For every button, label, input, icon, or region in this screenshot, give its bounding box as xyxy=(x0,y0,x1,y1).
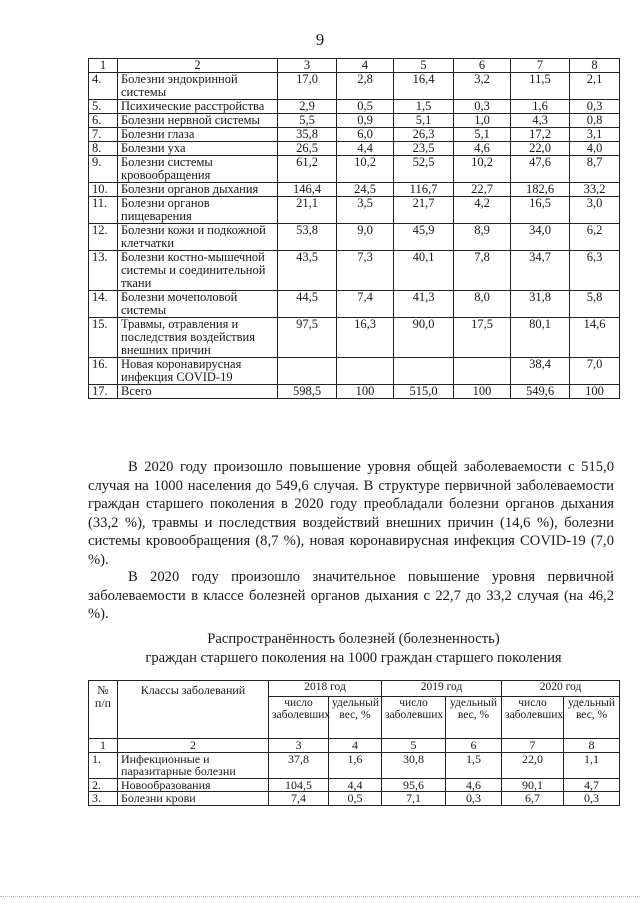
value-cell: 104,5 xyxy=(269,778,329,792)
value-cell: 4,6 xyxy=(454,142,511,156)
row-number: 3. xyxy=(89,792,118,806)
value-cell: 90,1 xyxy=(502,778,564,792)
header-count-2020: число заболевших xyxy=(502,697,564,739)
header-share-2020: удельный вес, % xyxy=(564,697,620,739)
value-cell: 100 xyxy=(570,385,620,399)
disease-class-name: Болезни крови xyxy=(118,792,269,806)
value-cell: 34,7 xyxy=(511,251,570,291)
value-cell: 10,2 xyxy=(337,156,394,183)
value-cell: 8,0 xyxy=(454,291,511,318)
column-number-cell: 8 xyxy=(564,739,620,753)
value-cell: 0,3 xyxy=(564,792,620,806)
row-number: 12. xyxy=(89,224,118,251)
value-cell: 7,0 xyxy=(570,358,620,385)
table-row xyxy=(89,100,620,114)
value-cell: 2,9 xyxy=(278,100,337,114)
value-cell: 515,0 xyxy=(394,385,454,399)
table-row xyxy=(89,156,620,183)
value-cell: 53,8 xyxy=(278,224,337,251)
disease-class-name: Психические расстройства xyxy=(118,100,278,114)
row-number: 17. xyxy=(89,385,118,399)
value-cell: 4,4 xyxy=(337,142,394,156)
value-cell: 95,6 xyxy=(382,778,446,792)
column-number-cell: 6 xyxy=(454,59,511,73)
value-cell: 22,0 xyxy=(511,142,570,156)
table-row xyxy=(89,142,620,156)
value-cell: 7,3 xyxy=(337,251,394,291)
value-cell: 61,2 xyxy=(278,156,337,183)
value-cell xyxy=(337,358,394,385)
row-number: 8. xyxy=(89,142,118,156)
header-count-2018: число заболевших xyxy=(269,697,329,739)
column-numbering-row xyxy=(89,739,620,753)
value-cell: 598,5 xyxy=(278,385,337,399)
disease-class-name: Болезни органов дыхания xyxy=(118,183,278,197)
disease-class-name: Болезни глаза xyxy=(118,128,278,142)
value-cell: 1,6 xyxy=(329,752,382,778)
value-cell: 16,3 xyxy=(337,318,394,358)
header-share-2019: удельный вес, % xyxy=(446,697,502,739)
value-cell: 7,4 xyxy=(269,792,329,806)
header-share-2018: удельный вес, % xyxy=(329,697,382,739)
value-cell: 5,1 xyxy=(454,128,511,142)
column-number-cell: 3 xyxy=(269,739,329,753)
morbidity-structure-table xyxy=(88,58,620,399)
value-cell: 0,9 xyxy=(337,114,394,128)
value-cell: 549,6 xyxy=(511,385,570,399)
value-cell: 23,5 xyxy=(394,142,454,156)
value-cell: 7,8 xyxy=(454,251,511,291)
table-caption-line-1: Распространённость болезней (болезненность) xyxy=(207,631,500,647)
value-cell: 6,2 xyxy=(570,224,620,251)
column-number-cell: 4 xyxy=(329,739,382,753)
row-number: 14. xyxy=(89,291,118,318)
value-cell xyxy=(278,358,337,385)
value-cell: 22,0 xyxy=(502,752,564,778)
disease-class-name: Болезни костно-мышечной системы и соединительной ткани xyxy=(118,251,278,291)
value-cell: 0,3 xyxy=(454,100,511,114)
table-row xyxy=(89,792,620,806)
disease-class-name: Инфекционные и паразитарные болезни xyxy=(118,752,269,778)
value-cell: 16,5 xyxy=(511,197,570,224)
value-cell: 1,6 xyxy=(511,100,570,114)
value-cell: 3,1 xyxy=(570,128,620,142)
value-cell: 9,0 xyxy=(337,224,394,251)
value-cell: 4,4 xyxy=(329,778,382,792)
value-cell: 3,2 xyxy=(454,73,511,100)
value-cell: 5,1 xyxy=(394,114,454,128)
value-cell: 16,4 xyxy=(394,73,454,100)
value-cell: 100 xyxy=(454,385,511,399)
value-cell: 22,7 xyxy=(454,183,511,197)
table-row xyxy=(89,224,620,251)
value-cell: 97,5 xyxy=(278,318,337,358)
prevalence-table xyxy=(88,680,620,806)
value-cell: 26,3 xyxy=(394,128,454,142)
value-cell: 6,3 xyxy=(570,251,620,291)
column-number-cell: 5 xyxy=(382,739,446,753)
disease-class-name: Новая коронавирусная инфекция COVID-19 xyxy=(118,358,278,385)
value-cell: 1,1 xyxy=(564,752,620,778)
value-cell: 33,2 xyxy=(570,183,620,197)
value-cell: 11,5 xyxy=(511,73,570,100)
value-cell: 4,7 xyxy=(564,778,620,792)
value-cell: 47,6 xyxy=(511,156,570,183)
value-cell: 10,2 xyxy=(454,156,511,183)
row-number: 2. xyxy=(89,778,118,792)
value-cell: 182,6 xyxy=(511,183,570,197)
value-cell: 41,3 xyxy=(394,291,454,318)
value-cell: 90,0 xyxy=(394,318,454,358)
table-row xyxy=(89,385,620,399)
row-number: 6. xyxy=(89,114,118,128)
value-cell: 40,1 xyxy=(394,251,454,291)
value-cell: 2,1 xyxy=(570,73,620,100)
header-count-2019: число заболевших xyxy=(382,697,446,739)
value-cell: 6,0 xyxy=(337,128,394,142)
table-header-row xyxy=(89,59,620,73)
disease-class-name: Болезни системы кровообращения xyxy=(118,156,278,183)
table-row xyxy=(89,183,620,197)
value-cell: 34,0 xyxy=(511,224,570,251)
row-number: 5. xyxy=(89,100,118,114)
value-cell xyxy=(454,358,511,385)
disease-class-name: Болезни органов пищеварения xyxy=(118,197,278,224)
disease-class-name: Болезни нервной системы xyxy=(118,114,278,128)
table-row xyxy=(89,114,620,128)
header-year-2020: 2020 год xyxy=(502,681,620,697)
value-cell: 14,6 xyxy=(570,318,620,358)
value-cell: 5,8 xyxy=(570,291,620,318)
row-number: 11. xyxy=(89,197,118,224)
value-cell: 1,5 xyxy=(394,100,454,114)
column-number-cell: 6 xyxy=(446,739,502,753)
value-cell: 7,1 xyxy=(382,792,446,806)
page-bottom-edge xyxy=(0,895,640,897)
value-cell: 30,8 xyxy=(382,752,446,778)
disease-class-name: Травмы, отравления и последствия воздействия внешних причин xyxy=(118,318,278,358)
column-number-cell: 2 xyxy=(118,59,278,73)
value-cell: 0,5 xyxy=(337,100,394,114)
row-number: 15. xyxy=(89,318,118,358)
value-cell: 44,5 xyxy=(278,291,337,318)
table-caption-line-2: граждан старшего поколения на 1000 граждан старшего поколения xyxy=(145,650,562,666)
value-cell: 80,1 xyxy=(511,318,570,358)
value-cell: 8,9 xyxy=(454,224,511,251)
value-cell: 38,4 xyxy=(511,358,570,385)
column-number-cell: 2 xyxy=(118,739,269,753)
value-cell: 3,5 xyxy=(337,197,394,224)
value-cell: 45,9 xyxy=(394,224,454,251)
row-number: 10. xyxy=(89,183,118,197)
value-cell: 7,4 xyxy=(337,291,394,318)
value-cell: 116,7 xyxy=(394,183,454,197)
value-cell: 4,6 xyxy=(446,778,502,792)
value-cell: 31,8 xyxy=(511,291,570,318)
column-number-cell: 3 xyxy=(278,59,337,73)
value-cell: 37,8 xyxy=(269,752,329,778)
row-number: 16. xyxy=(89,358,118,385)
row-number: 4. xyxy=(89,73,118,100)
header-year-2018: 2018 год xyxy=(269,681,382,697)
table-row xyxy=(89,291,620,318)
value-cell: 26,5 xyxy=(278,142,337,156)
table-row xyxy=(89,318,620,358)
value-cell: 1,5 xyxy=(446,752,502,778)
value-cell: 1,0 xyxy=(454,114,511,128)
value-cell: 4,0 xyxy=(570,142,620,156)
table-row xyxy=(89,128,620,142)
table-row xyxy=(89,752,620,778)
value-cell: 24,5 xyxy=(337,183,394,197)
value-cell: 8,7 xyxy=(570,156,620,183)
column-number-cell: 1 xyxy=(89,739,118,753)
column-number-cell: 4 xyxy=(337,59,394,73)
column-number-cell: 7 xyxy=(502,739,564,753)
value-cell: 2,8 xyxy=(337,73,394,100)
value-cell: 0,8 xyxy=(570,114,620,128)
value-cell: 6,7 xyxy=(502,792,564,806)
disease-class-name: Болезни эндокринной системы xyxy=(118,73,278,100)
value-cell: 21,7 xyxy=(394,197,454,224)
value-cell: 21,1 xyxy=(278,197,337,224)
disease-class-name: Болезни мочеполовой системы xyxy=(118,291,278,318)
value-cell: 0,5 xyxy=(329,792,382,806)
paragraph-respiratory-increase: В 2020 году произошло значительное повышение уровня первичной заболеваемости в классе болезней органов дыхания с 22,7 до 33,2 случая (на 46,2 %). xyxy=(88,569,614,623)
value-cell: 0,3 xyxy=(570,100,620,114)
value-cell: 52,5 xyxy=(394,156,454,183)
column-number-cell: 7 xyxy=(511,59,570,73)
column-number-cell: 1 xyxy=(89,59,118,73)
column-number-cell: 8 xyxy=(570,59,620,73)
column-number-cell: 5 xyxy=(394,59,454,73)
row-number: 13. xyxy=(89,251,118,291)
row-number: 1. xyxy=(89,752,118,778)
header-number: № п/п xyxy=(89,681,118,739)
value-cell: 146,4 xyxy=(278,183,337,197)
value-cell: 17,2 xyxy=(511,128,570,142)
table-row xyxy=(89,197,620,224)
value-cell: 100 xyxy=(337,385,394,399)
paragraph-general-morbidity: В 2020 году произошло повышение уровня общей заболеваемости с 515,0 случая на 1000 населения до 549,6 случая. В структуре первичной заболеваемости граждан старшего поколения в 2020 году преобладали болезни органов дыхания (33,2 %), травмы и последствия воздействий внешних причин (14,6 %), болезни системы кровообращения (8,7 %), новая коронавирусная инфекция COVID-19 (7,0 %). xyxy=(88,459,614,568)
value-cell: 17,5 xyxy=(454,318,511,358)
header-year-2019: 2019 год xyxy=(382,681,502,697)
value-cell: 4,3 xyxy=(511,114,570,128)
value-cell xyxy=(394,358,454,385)
row-number: 7. xyxy=(89,128,118,142)
table-row xyxy=(89,73,620,100)
value-cell: 0,3 xyxy=(446,792,502,806)
value-cell: 3,0 xyxy=(570,197,620,224)
disease-class-name: Новообразования xyxy=(118,778,269,792)
value-cell: 4,2 xyxy=(454,197,511,224)
table-row xyxy=(89,251,620,291)
row-number: 9. xyxy=(89,156,118,183)
page-number: 9 xyxy=(315,30,325,49)
value-cell: 43,5 xyxy=(278,251,337,291)
disease-class-name: Болезни уха xyxy=(118,142,278,156)
value-cell: 17,0 xyxy=(278,73,337,100)
table-row xyxy=(89,778,620,792)
table-row xyxy=(89,358,620,385)
value-cell: 35,8 xyxy=(278,128,337,142)
disease-class-name: Болезни кожи и подкожной клетчатки xyxy=(118,224,278,251)
value-cell: 5,5 xyxy=(278,114,337,128)
disease-class-name: Всего xyxy=(118,385,278,399)
header-disease-class: Классы заболеваний xyxy=(118,681,269,739)
